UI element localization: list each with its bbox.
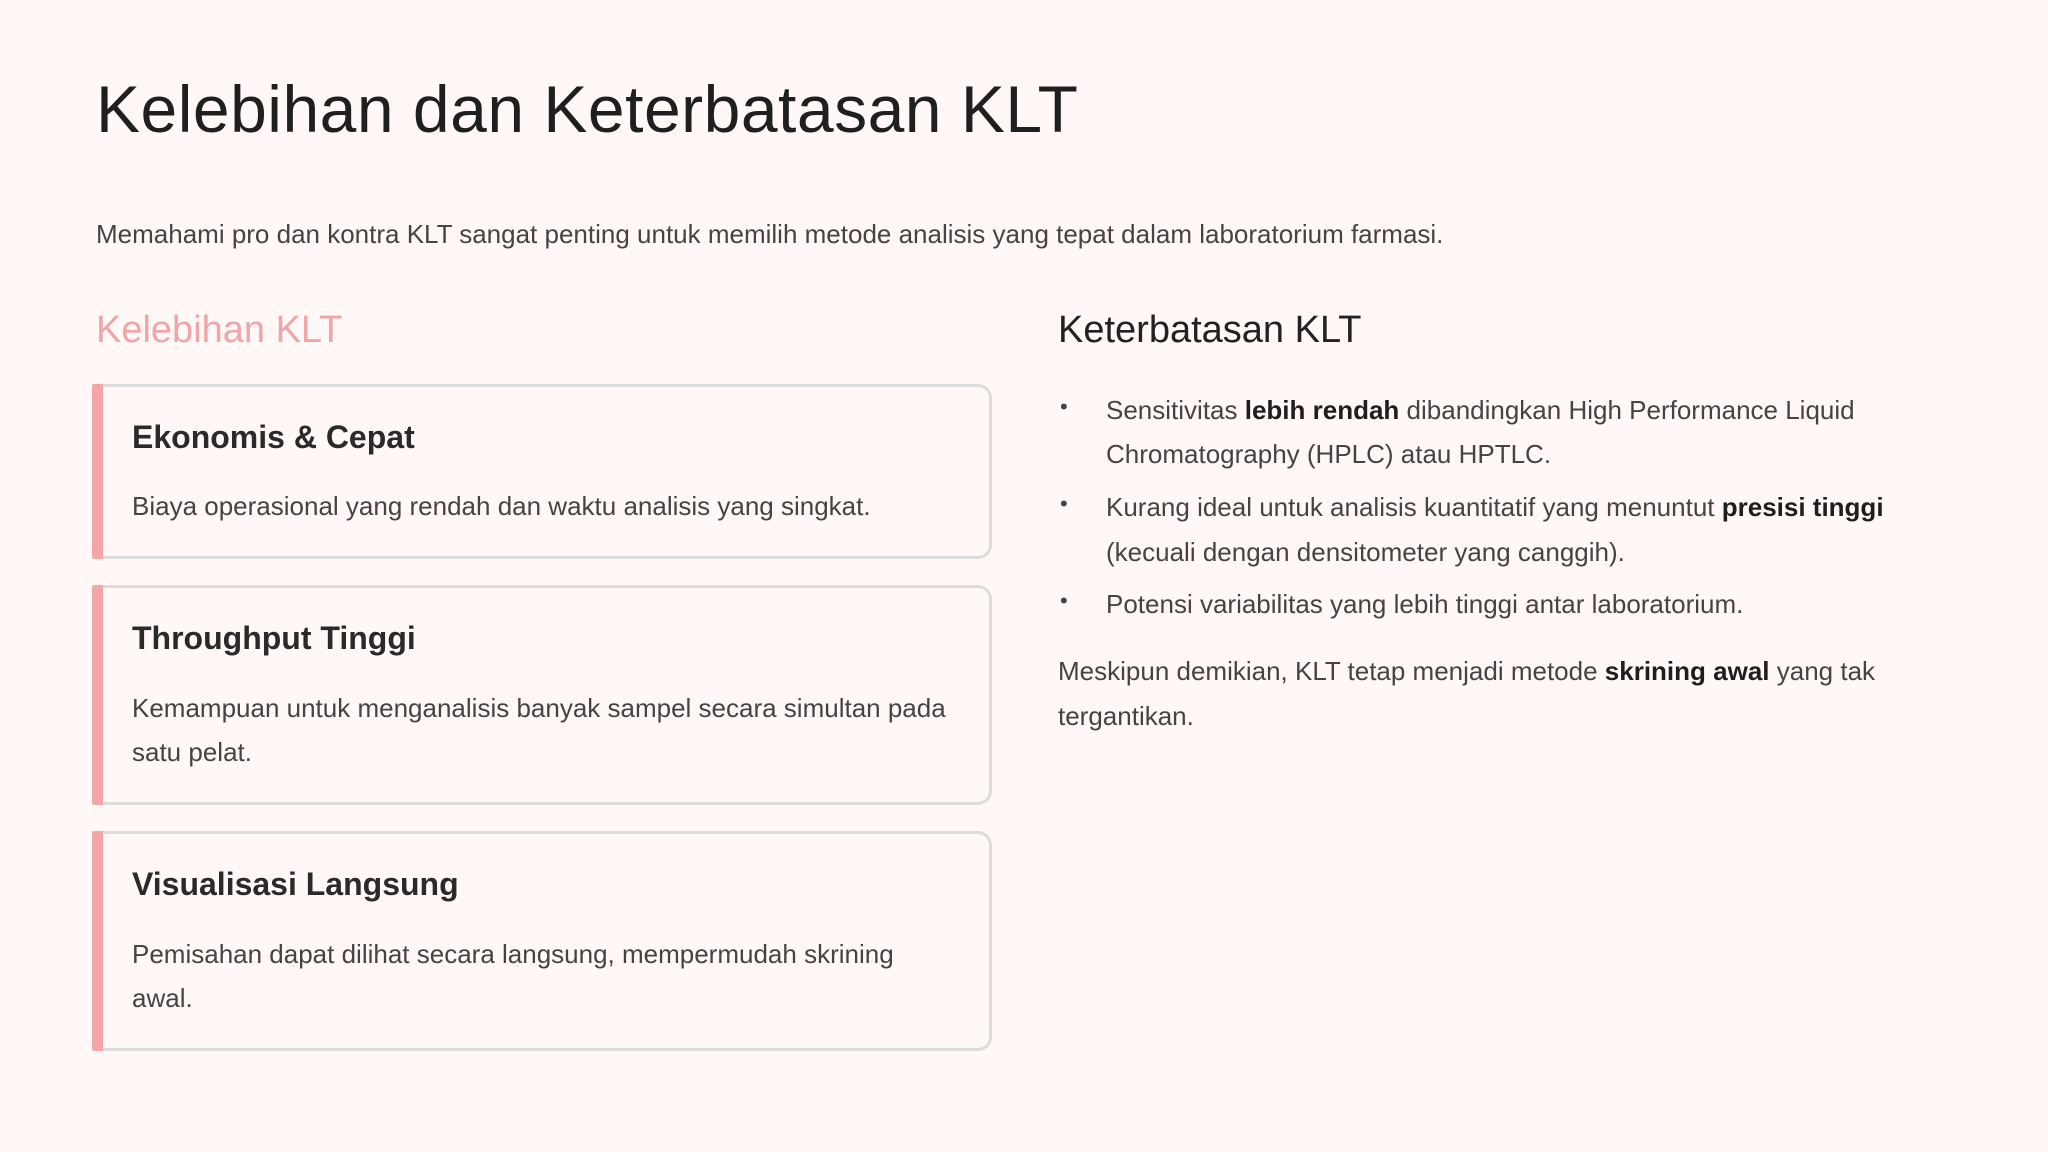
list-item bbox=[1058, 582, 1918, 627]
list-item bbox=[1058, 485, 1918, 574]
closing-text: Meskipun demikian, KLT tetap menjadi metode bbox=[1058, 656, 1605, 687]
list-item bbox=[1058, 388, 1918, 477]
advantage-card bbox=[92, 384, 992, 560]
advantage-card bbox=[92, 585, 992, 805]
list-item-emphasis: presisi tinggi bbox=[1721, 492, 1884, 523]
list-item-text: (kecuali dengan densitometer yang canggih). bbox=[1106, 536, 1625, 567]
slide-title: Kelebihan dan Keterbatasan KLT bbox=[96, 72, 1079, 146]
list-item-text: Potensi variabilitas yang lebih tinggi antar laboratorium. bbox=[1106, 589, 1744, 620]
advantage-card-title: Throughput Tinggi bbox=[132, 620, 416, 657]
advantage-card-text: Kemampuan untuk menganalisis banyak sampel secara simultan pada satu pelat. bbox=[132, 692, 946, 768]
closing-emphasis: skrining awal bbox=[1604, 656, 1770, 687]
advantage-card-text: Biaya operasional yang rendah dan waktu analisis yang singkat. bbox=[132, 491, 871, 522]
bullet-icon: • bbox=[1060, 491, 1068, 517]
advantages-column bbox=[92, 308, 992, 1077]
limitations-heading: Keterbatasan KLT bbox=[1058, 309, 1362, 351]
advantage-card-title: Ekonomis & Cepat bbox=[132, 418, 415, 455]
limitations-column bbox=[1058, 308, 1918, 739]
list-item-text: dibandingkan High Performance Liquid Chromatography (HPLC) atau HPTLC. bbox=[1106, 394, 1855, 470]
bullet-icon: • bbox=[1060, 393, 1068, 419]
slide-subtitle: Memahami pro dan kontra KLT sangat penting untuk memilih metode analisis yang tepat dalam laboratorium farmasi. bbox=[96, 219, 1444, 249]
advantages-heading: Kelebihan KLT bbox=[96, 309, 343, 351]
advantage-card-title: Visualisasi Langsung bbox=[132, 866, 459, 903]
bullet-icon: • bbox=[1060, 588, 1068, 614]
closing-note bbox=[1058, 649, 1918, 738]
list-item-emphasis: lebih rendah bbox=[1244, 394, 1400, 425]
advantage-card bbox=[92, 831, 992, 1051]
list-item-text: Kurang ideal untuk analisis kuantitatif yang menuntut bbox=[1106, 492, 1722, 523]
list-item-text: Sensitivitas bbox=[1106, 394, 1245, 425]
limitations-list bbox=[1058, 388, 1918, 628]
advantage-card-text: Pemisahan dapat dilihat secara langsung, mempermudah skrining awal. bbox=[132, 938, 894, 1014]
closing-text: yang tak tergantikan. bbox=[1058, 656, 1876, 731]
